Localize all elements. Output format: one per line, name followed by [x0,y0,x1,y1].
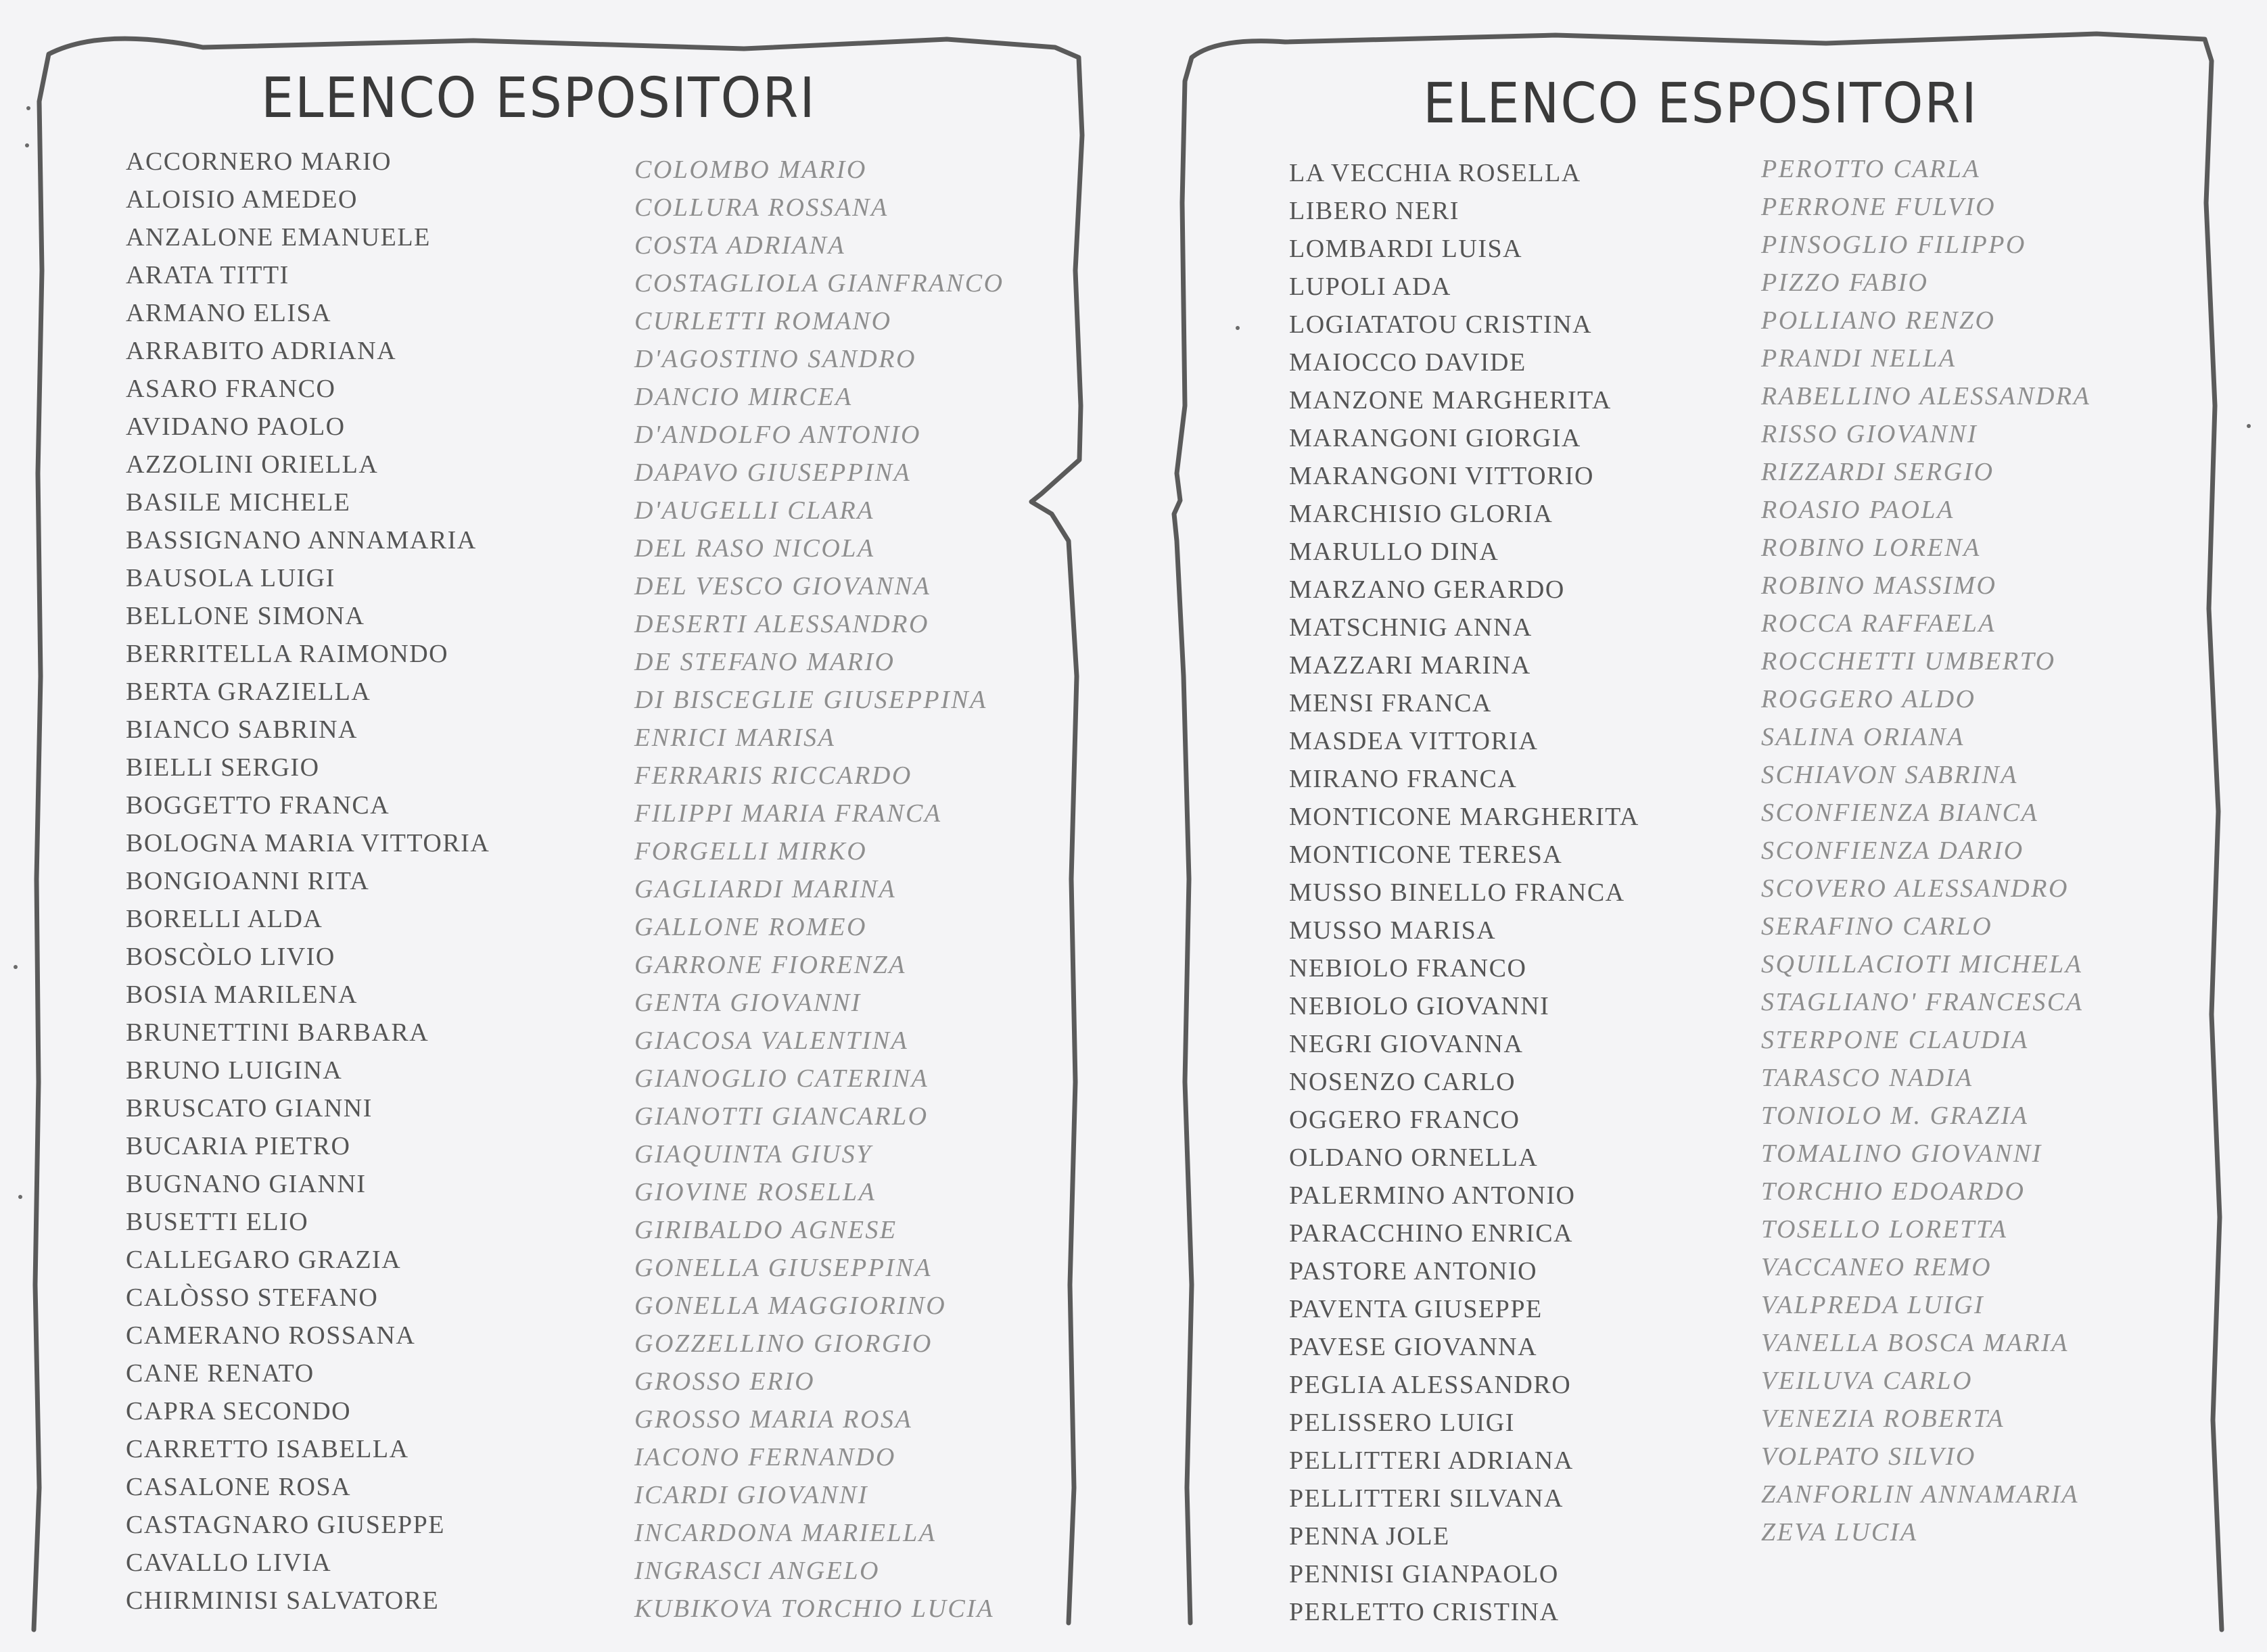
exhibitor-name: OLDANO ORNELLA [1289,1143,1539,1172]
exhibitor-name: NOSENZO CARLO [1289,1068,1516,1096]
exhibitor-name: BRUNETTINI BARBARA [126,1018,429,1047]
exhibitor-name: BASSIGNANO ANNAMARIA [126,526,477,554]
exhibitor-name: GAGLIARDI MARINA [634,875,897,903]
exhibitor-name: PELLITTERI SILVANA [1289,1484,1564,1513]
exhibitor-name: MENSI FRANCA [1289,689,1492,717]
exhibitor-name: MAIOCCO DAVIDE [1289,348,1526,377]
exhibitor-name: MONTICONE MARGHERITA [1289,803,1639,831]
exhibitor-name: TOSELLO LORETTA [1761,1215,2008,1244]
exhibitor-name: VANELLA BOSCA MARIA [1761,1329,2069,1357]
exhibitor-name: GIACOSA VALENTINA [634,1026,909,1055]
exhibitor-name: SCONFIENZA DARIO [1761,836,2024,865]
exhibitor-name: BASILE MICHELE [126,488,351,517]
exhibitor-name: CASALONE ROSA [126,1473,352,1501]
exhibitor-name: ENRICI MARISA [634,724,836,752]
exhibitor-name: INGRASCI ANGELO [634,1557,880,1585]
left-page-title: ELENCO ESPOSITORI [261,66,816,131]
exhibitor-name: GARRONE FIORENZA [634,951,907,979]
exhibitor-name: PASTORE ANTONIO [1289,1257,1538,1285]
right-page-title: ELENCO ESPOSITORI [1423,72,1978,136]
exhibitor-name: GIANOGLIO CATERINA [634,1064,929,1093]
exhibitor-name: TOMALINO GIOVANNI [1761,1139,2042,1168]
exhibitor-name: MATSCHNIG ANNA [1289,613,1533,642]
exhibitor-name: MASDEA VITTORIA [1289,727,1539,755]
exhibitor-name: GROSSO ERIO [634,1367,816,1396]
exhibitor-name: PERRONE FULVIO [1761,193,1996,221]
exhibitor-name: VACCANEO REMO [1761,1253,1992,1281]
exhibitor-name: SALINA ORIANA [1761,723,1965,751]
exhibitor-name: PALERMINO ANTONIO [1289,1181,1576,1210]
exhibitor-name: COSTA ADRIANA [634,231,846,260]
exhibitor-name: AVIDANO PAOLO [126,412,346,441]
exhibitor-name: CAMERANO ROSSANA [126,1321,416,1350]
exhibitor-name: BUGNANO GIANNI [126,1170,367,1198]
exhibitor-name: MUSSO MARISA [1289,916,1497,945]
exhibitor-name: BOGGETTO FRANCA [126,791,390,820]
exhibitor-name: D'ANDOLFO ANTONIO [634,421,922,449]
exhibitor-name: SCONFIENZA BIANCA [1761,799,2039,827]
right-page-column-1 [1289,154,1639,1631]
exhibitor-name: ARRABITO ADRIANA [126,337,397,365]
exhibitor-name: GENTA GIOVANNI [634,989,862,1017]
exhibitor-name: SCOVERO ALESSANDRO [1761,874,2069,903]
exhibitor-name: LUPOLI ADA [1289,273,1451,301]
exhibitor-name: NEGRI GIOVANNA [1289,1030,1524,1058]
exhibitor-name: CAVALLO LIVIA [126,1549,332,1577]
exhibitor-name: ROGGERO ALDO [1761,685,1976,713]
exhibitor-name: ICARDI GIOVANNI [634,1481,869,1509]
exhibitor-name: BORELLI ALDA [126,905,323,933]
exhibitor-name: ROASIO PAOLA [1761,496,1955,524]
exhibitor-name: ROCCHETTI UMBERTO [1761,647,2056,676]
exhibitor-name: TORCHIO EDOARDO [1761,1177,2026,1206]
exhibitor-name: MARCHISIO GLORIA [1289,500,1553,528]
exhibitor-name: DESERTI ALESSANDRO [634,610,929,638]
exhibitor-name: VEILUVA CARLO [1761,1367,1973,1395]
exhibitor-name: CURLETTI ROMANO [634,307,892,335]
exhibitor-name: OGGERO FRANCO [1289,1106,1520,1134]
exhibitor-name: TONIOLO M. GRAZIA [1761,1102,2029,1130]
exhibitor-name: BERTA GRAZIELLA [126,678,371,706]
exhibitor-name: PAVENTA GIUSEPPE [1289,1295,1543,1323]
exhibitor-name: CALLEGARO GRAZIA [126,1246,402,1274]
exhibitor-name: D'AUGELLI CLARA [634,496,874,525]
exhibitor-name: BRUNO LUIGINA [126,1056,343,1085]
exhibitor-name: CAPRA SECONDO [126,1397,352,1425]
exhibitor-name: DEL RASO NICOLA [634,534,875,563]
exhibitor-name: MARULLO DINA [1289,538,1499,566]
exhibitor-name: ALOISIO AMEDEO [126,185,358,214]
exhibitor-name: GROSSO MARIA ROSA [634,1405,913,1434]
exhibitor-name: CASTAGNARO GIUSEPPE [126,1511,446,1539]
exhibitor-name: PELISSERO LUIGI [1289,1409,1515,1437]
exhibitor-name: PRANDI NELLA [1761,344,1957,373]
exhibitor-name: GALLONE ROMEO [634,913,867,941]
exhibitor-name: BOLOGNA MARIA VITTORIA [126,829,490,857]
exhibitor-name: BERRITELLA RAIMONDO [126,640,449,668]
exhibitor-name: ARATA TITTI [126,261,289,289]
exhibitor-name: GOZZELLINO GIORGIO [634,1329,933,1358]
exhibitor-name: BUCARIA PIETRO [126,1132,351,1160]
exhibitor-name: ROBINO MASSIMO [1761,571,1997,600]
exhibitor-name: RABELLINO ALESSANDRA [1761,382,2091,410]
exhibitor-name: GONELLA MAGGIORINO [634,1292,947,1320]
exhibitor-name: MARANGONI VITTORIO [1289,462,1594,490]
exhibitor-name: PARACCHINO ENRICA [1289,1219,1573,1248]
exhibitor-name: BUSETTI ELIO [126,1208,309,1236]
exhibitor-name: PEROTTO CARLA [1761,155,1981,183]
exhibitor-name: ROCCA RAFFAELA [1761,609,1996,638]
exhibitor-name: DAPAVO GIUSEPPINA [634,458,912,487]
exhibitor-name: FORGELLI MIRKO [634,837,868,866]
exhibitor-name: ROBINO LORENA [1761,534,1981,562]
exhibitor-name: GONELLA GIUSEPPINA [634,1254,933,1282]
exhibitor-name: BOSIA MARILENA [126,981,358,1009]
exhibitor-name: DANCIO MIRCEA [634,383,853,411]
exhibitor-name: GIANOTTI GIANCARLO [634,1102,929,1131]
exhibitor-name: MARANGONI GIORGIA [1289,424,1581,452]
exhibitor-name: VOLPATO SILVIO [1761,1442,1976,1471]
exhibitor-name: DI BISCEGLIE GIUSEPPINA [634,686,987,714]
exhibitor-name: MIRANO FRANCA [1289,765,1518,793]
exhibitor-name: PIZZO FABIO [1761,268,1929,297]
exhibitor-name: GIRIBALDO AGNESE [634,1216,897,1244]
exhibitor-name: MANZONE MARGHERITA [1289,386,1612,415]
exhibitor-name: PAVESE GIOVANNA [1289,1333,1538,1361]
exhibitor-name: RISSO GIOVANNI [1761,420,1978,448]
exhibitor-name: GIOVINE ROSELLA [634,1178,877,1206]
exhibitor-name: ACCORNERO MARIO [126,147,392,176]
exhibitor-name: BONGIOANNI RITA [126,867,370,895]
exhibitor-name: PENNA JOLE [1289,1522,1450,1551]
exhibitor-name: BOSCÒLO LIVIO [126,943,335,971]
exhibitor-name: MUSSO BINELLO FRANCA [1289,878,1625,907]
exhibitor-name: DE STEFANO MARIO [634,648,895,676]
exhibitor-name: D'AGOSTINO SANDRO [634,345,916,373]
exhibitor-name: GIAQUINTA GIUSY [634,1140,872,1169]
exhibitor-name: MARZANO GERARDO [1289,575,1565,604]
exhibitor-name: PINSOGLIO FILIPPO [1761,231,2026,259]
exhibitor-name: COSTAGLIOLA GIANFRANCO [634,269,1004,298]
exhibitor-name: CHIRMINISI SALVATORE [126,1586,440,1615]
exhibitor-name: ZEVA LUCIA [1761,1518,1918,1547]
exhibitor-name: BELLONE SIMONA [126,602,365,630]
exhibitor-name: ARMANO ELISA [126,299,332,327]
exhibitor-name: LIBERO NERI [1289,197,1459,225]
exhibitor-name: SCHIAVON SABRINA [1761,761,2018,789]
exhibitor-name: CALÒSSO STEFANO [126,1283,379,1312]
exhibitor-name: LA VECCHIA ROSELLA [1289,159,1581,187]
exhibitor-name: BIELLI SERGIO [126,753,320,782]
exhibitor-name: RIZZARDI SERGIO [1761,458,1994,486]
exhibitor-name: AZZOLINI ORIELLA [126,450,379,479]
exhibitor-name: PELLITTERI ADRIANA [1289,1446,1574,1475]
exhibitor-name: TARASCO NADIA [1761,1064,1973,1092]
exhibitor-name: IACONO FERNANDO [634,1443,896,1471]
exhibitor-name: SQUILLACIOTI MICHELA [1761,950,2083,978]
exhibitor-name: CARRETTO ISABELLA [126,1435,409,1463]
exhibitor-name: COLLURA ROSSANA [634,193,889,222]
exhibitor-name: DEL VESCO GIOVANNA [634,572,931,600]
exhibitor-name: STAGLIANO' FRANCESCA [1761,988,2084,1016]
exhibitor-name: PERLETTO CRISTINA [1289,1598,1560,1626]
exhibitor-name: LOMBARDI LUISA [1289,235,1523,263]
exhibitor-name: LOGIATATOU CRISTINA [1289,310,1593,339]
exhibitor-name: BRUSCATO GIANNI [126,1094,373,1123]
exhibitor-name: COLOMBO MARIO [634,156,867,184]
left-page-column-1 [126,143,490,1620]
exhibitor-name: ANZALONE EMANUELE [126,223,431,252]
exhibitor-name: INCARDONA MARIELLA [634,1519,937,1547]
exhibitor-name: FILIPPI MARIA FRANCA [634,799,942,828]
exhibitor-name: ASARO FRANCO [126,375,336,403]
exhibitor-name: FERRARIS RICCARDO [634,761,912,790]
exhibitor-name: ZANFORLIN ANNAMARIA [1761,1480,2080,1509]
exhibitor-name: POLLIANO RENZO [1761,306,1996,335]
exhibitor-name: PENNISI GIANPAOLO [1289,1560,1559,1588]
exhibitor-name: BAUSOLA LUIGI [126,564,335,592]
left-page-column-2 [634,151,1004,1628]
exhibitor-name: NEBIOLO GIOVANNI [1289,992,1550,1020]
exhibitor-name: MONTICONE TERESA [1289,841,1563,869]
exhibitor-name: PEGLIA ALESSANDRO [1289,1371,1572,1399]
exhibitor-name: SERAFINO CARLO [1761,912,1993,941]
exhibitor-name: NEBIOLO FRANCO [1289,954,1527,983]
right-page-column-2 [1761,150,2090,1551]
exhibitor-name: CANE RENATO [126,1359,314,1388]
exhibitor-name: VALPREDA LUIGI [1761,1291,1985,1319]
exhibitor-name: STERPONE CLAUDIA [1761,1026,2029,1054]
exhibitor-name: VENEZIA ROBERTA [1761,1405,2005,1433]
exhibitor-name: KUBIKOVA TORCHIO LUCIA [634,1595,995,1623]
exhibitor-name: MAZZARI MARINA [1289,651,1531,680]
exhibitor-name: BIANCO SABRINA [126,715,358,744]
